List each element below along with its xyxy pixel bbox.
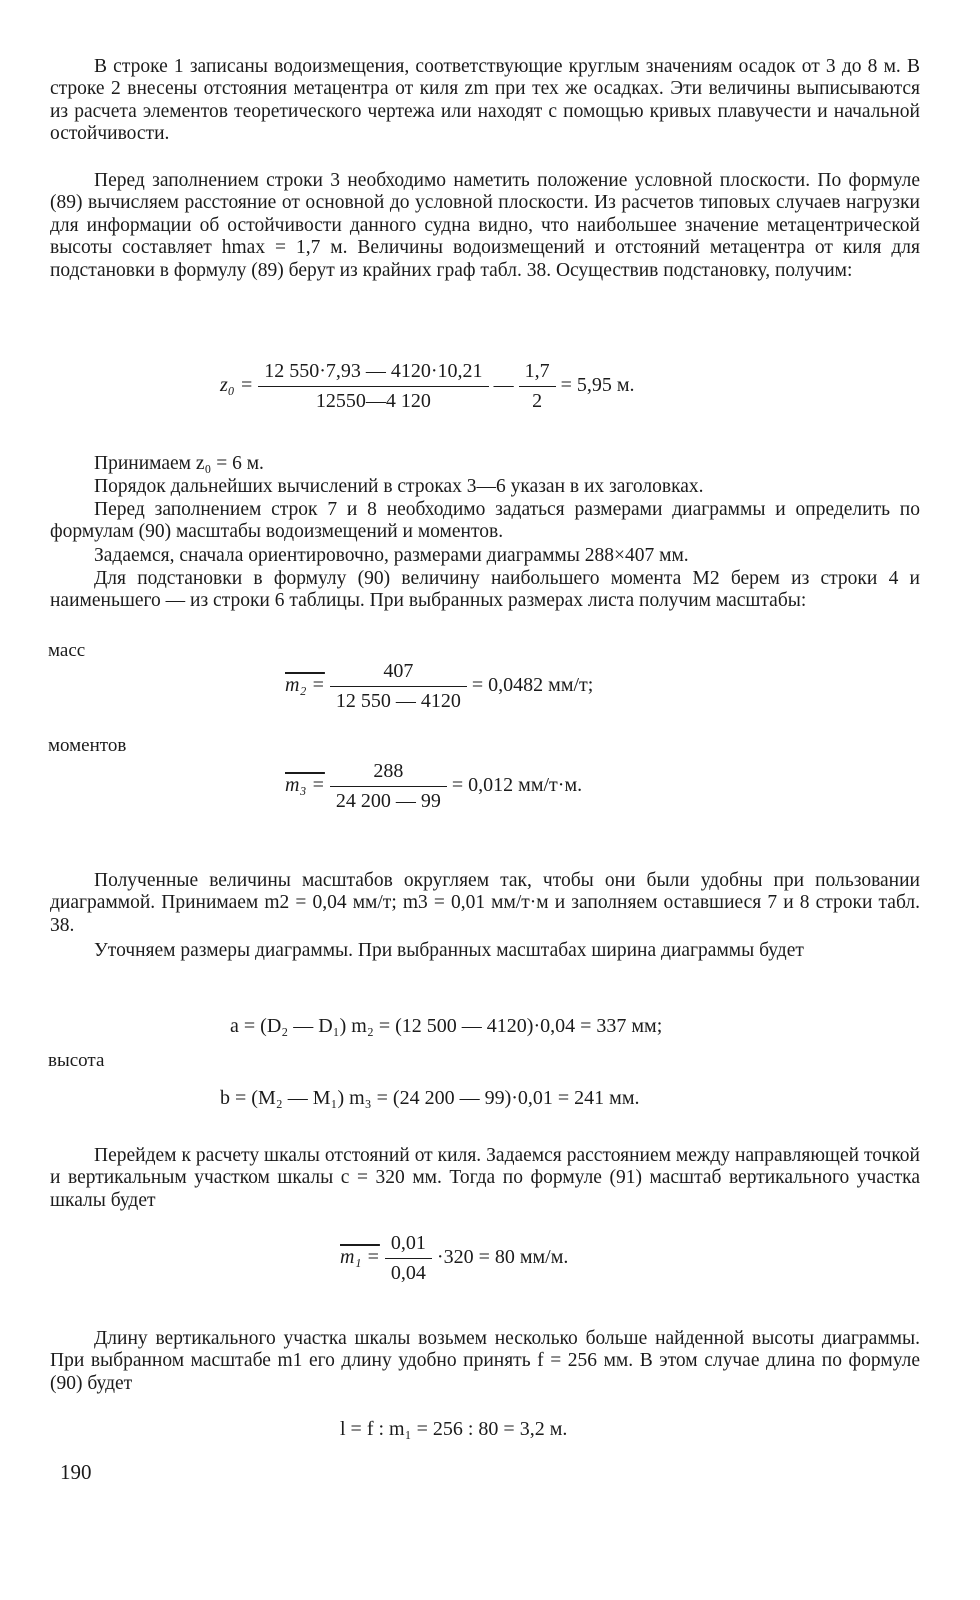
formula-m3-denominator: 24 200 — 99 [335, 790, 441, 812]
formula-b: b = (M₂ — M₁) m₃ = (24 200 — 99)·0,01 = 241 мм. [220, 1087, 640, 1109]
formula-m3 [285, 760, 582, 813]
formula-m3-fraction [330, 760, 447, 813]
formula-m3-result: = 0,012 мм/т·м. [451, 774, 583, 797]
formula-z0-numerator: 12 550·7,93 — 4120·10,21 [258, 360, 488, 387]
paragraph-7: Для подстановки в формулу (90) величину наибольшего момента M2 берем из строки 4 и наименьшего — из строки 6 таблицы. При выбранных размерах листа получим масштабы: [50, 568, 920, 612]
paragraph-3: Принимаем z₀ = 6 м. [94, 453, 264, 474]
formula-m1 [340, 1232, 568, 1285]
label-moments: моментов [48, 735, 127, 756]
paragraph-1: В строке 1 записаны водоизмещения, соответствующие круглым значениям осадок от 3 до 8 м. В строке 2 внесены отстояния метацентра от киля zm при тех же осадках. Эти величины выписываются из расчета элементов теоретического чертежа или находят с помощью кривых плавучести и начальной остойчивости. [50, 56, 920, 145]
formula-m2-denominator: 12 550 — 4120 [335, 690, 461, 712]
formula-m2-fraction [330, 660, 467, 713]
formula-m2-lhs: m₂ = [285, 674, 325, 697]
label-height: высота [48, 1050, 105, 1071]
formula-m2-numerator: 407 [330, 660, 467, 687]
label-mass: масс [48, 640, 86, 661]
formula-m2 [285, 660, 593, 713]
paragraph-6: Задаемся, сначала ориентировочно, размерами диаграммы 288×407 мм. [94, 545, 689, 566]
formula-m1-lhs: m₁ = [340, 1246, 380, 1269]
formula-m3-numerator: 288 [330, 760, 447, 787]
formula-m1-denominator: 0,04 [390, 1262, 426, 1284]
formula-z0-denominator: 12550—4 120 [315, 390, 431, 412]
paragraph-4: Порядок дальнейших вычислений в строках 3—6 указан в их заголовках. [94, 476, 704, 497]
page-number: 190 [60, 1460, 92, 1484]
formula-m3-lhs: m₃ = [285, 774, 325, 797]
paragraph-11: Длину вертикального участка шкалы возьмем несколько больше найденной высоты диаграммы. При выбранном масштабе m1 его длину удобно принять f = 256 мм. В этом случае длина по формуле (90) будет [50, 1328, 920, 1394]
formula-z0-numerator-2: 1,7 [519, 360, 556, 387]
formula-z0-lhs: z₀ = [220, 374, 254, 397]
formula-a: a = (D₂ — D₁) m₂ = (12 500 — 4120)·0,04 = 337 мм; [230, 1015, 663, 1037]
paragraph-8: Полученные величины масштабов округляем так, чтобы они были удобны при пользовании диаграммой. Принимаем m2 = 0,04 мм/т; m3 = 0,01 мм/т·м и заполняем оставшиеся 7 и 8 строки табл. 38. [50, 870, 920, 936]
formula-l: l = f : m₁ = 256 : 80 = 3,2 м. [340, 1418, 568, 1440]
formula-z0-denominator-2: 2 [532, 390, 543, 412]
formula-z0-result: = 5,95 м. [560, 374, 635, 397]
paragraph-10: Перейдем к расчету шкалы отстояний от киля. Задаемся расстоянием между направляющей точкой и вертикальным участком шкалы c = 320 мм. Тогда по формуле (91) масштаб вертикального участка шкалы будет [50, 1145, 920, 1211]
formula-m1-result: ·320 = 80 мм/м. [436, 1246, 569, 1269]
paragraph-5: Перед заполнением строк 7 и 8 необходимо задаться размерами диаграммы и определить по формулам (90) масштабы водоизмещений и моментов. [50, 499, 920, 543]
formula-z0-fraction-2 [519, 360, 556, 413]
paragraph-2: Перед заполнением строки 3 необходимо наметить положение условной плоскости. По формуле (89) вычисляем расстояние от основной до условной плоскости. Из расчетов типовых случаев нагрузки для информации об остойчивости данного судна видно, что наибольшее значение метацентрической высоты составляет hmax = 1,7 м. Величины водоизмещений и отстояний метацентра от киля для подстановки в формулу (89) берут из крайних граф табл. 38. Осуществив подстановку, получим: [50, 170, 920, 281]
formula-m1-fraction [385, 1232, 432, 1285]
formula-z0-fraction [258, 360, 488, 413]
formula-z0 [220, 360, 635, 413]
paragraph-9: Уточняем размеры диаграммы. При выбранных масштабах ширина диаграммы будет [94, 940, 804, 961]
formula-m2-result: = 0,0482 мм/т; [471, 674, 594, 697]
formula-m1-numerator: 0,01 [385, 1232, 432, 1259]
formula-z0-minus: — [493, 374, 514, 397]
